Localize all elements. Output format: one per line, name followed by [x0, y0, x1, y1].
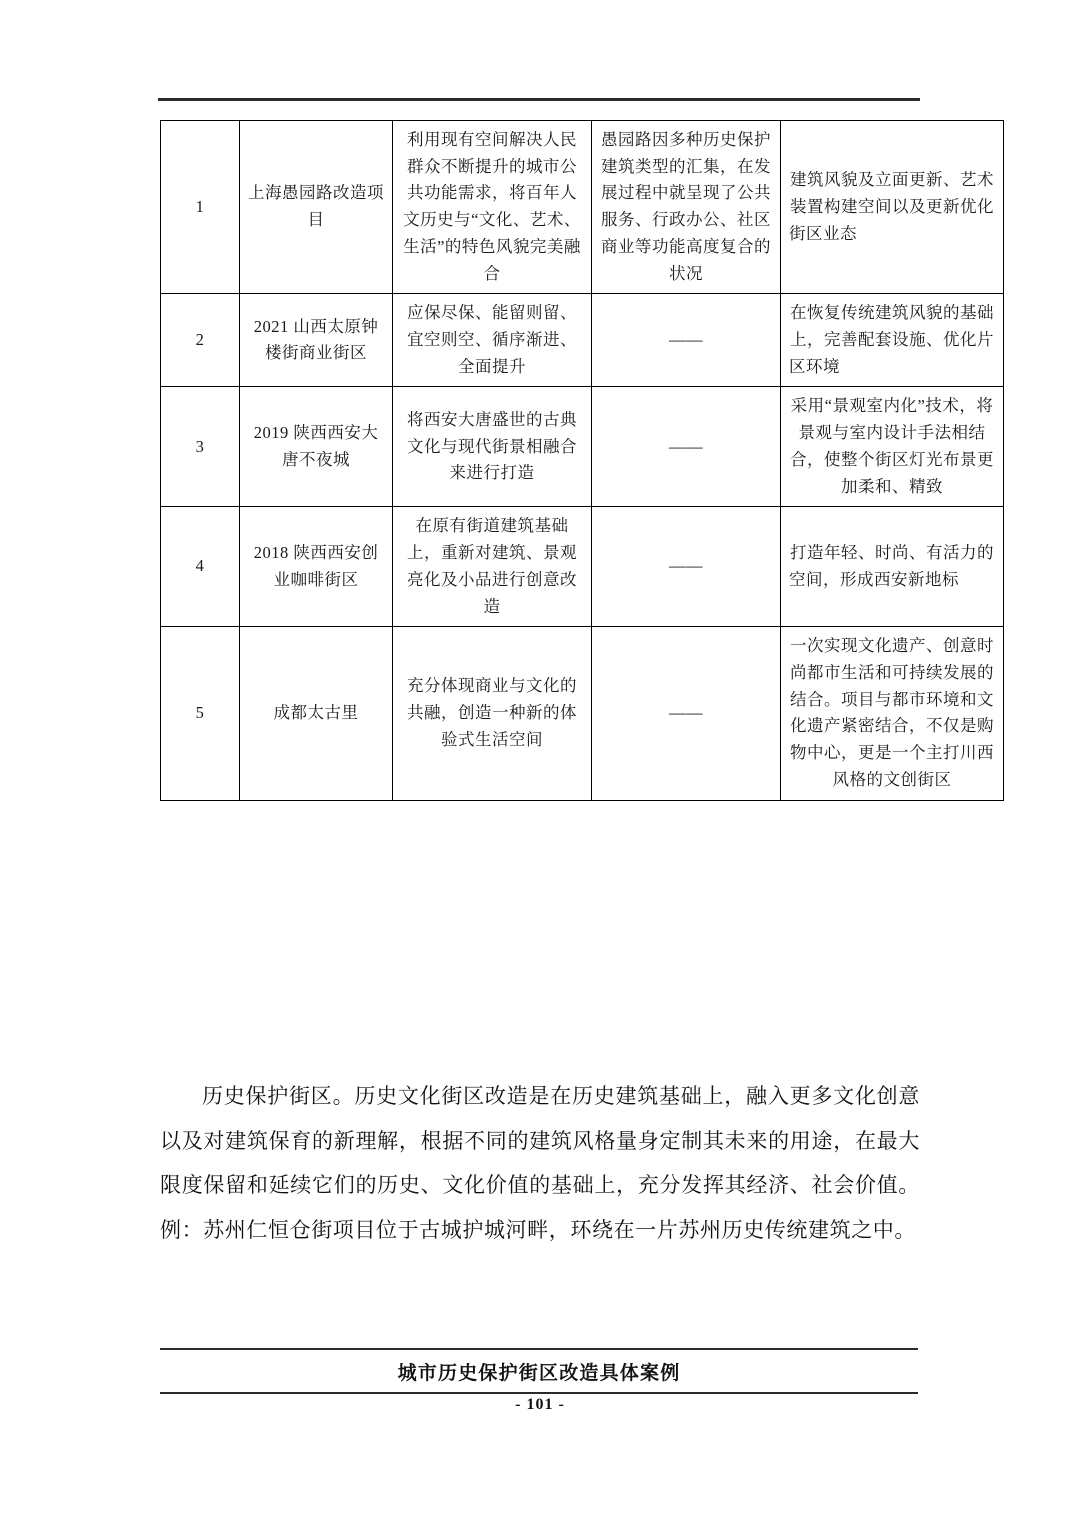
row-index: 5: [161, 627, 240, 800]
table-row: [161, 294, 1004, 387]
body-paragraph: 历史保护街区。历史文化街区改造是在历史建筑基础上，融入更多文化创意以及对建筑保育的新理解，根据不同的建筑风格量身定制其未来的用途，在最大限度保留和延续它们的历史、文化价值的基础上，充分发挥其经济、社会价值。例：苏州仁恒仓街项目位于古城护城河畔，环绕在一片苏州历史传统建筑之中。: [160, 1084, 920, 1242]
project-background: ——: [592, 627, 781, 800]
table-caption: [160, 1348, 918, 1394]
project-desc: 充分体现商业与文化的共融，创造一种新的体验式生活空间: [393, 627, 592, 800]
table-row: [161, 627, 1004, 800]
project-desc: 应保尽保、能留则留、宜空则空、循序渐进、全面提升: [393, 294, 592, 387]
project-name: 成都太古里: [240, 627, 393, 800]
row-index: 1: [161, 121, 240, 294]
project-background: 愚园路因多种历史保护建筑类型的汇集，在发展过程中就呈现了公共服务、行政办公、社区商业等功能高度复合的状况: [592, 121, 781, 294]
table-row: [161, 387, 1004, 507]
table-caption-text: 城市历史保护街区改造具体案例: [397, 1362, 681, 1384]
project-measures: 建筑风貌及立面更新、艺术装置构建空间以及更新优化街区业态: [781, 121, 1004, 294]
case-table: [160, 120, 1004, 801]
project-desc: 将西安大唐盛世的古典文化与现代街景相融合来进行打造: [393, 387, 592, 507]
row-index: 2: [161, 294, 240, 387]
table-row: [161, 507, 1004, 627]
project-name: 2021 山西太原钟楼街商业街区: [240, 294, 393, 387]
project-name: 2018 陕西西安创业咖啡街区: [240, 507, 393, 627]
project-measures: 打造年轻、时尚、有活力的空间，形成西安新地标: [781, 507, 1004, 627]
project-desc: 在原有街道建筑基础上，重新对建筑、景观亮化及小品进行创意改造: [393, 507, 592, 627]
project-name: 2019 陕西西安大唐不夜城: [240, 387, 393, 507]
project-background: ——: [592, 507, 781, 627]
project-background: ——: [592, 294, 781, 387]
table-row: [161, 121, 1004, 294]
row-index: 3: [161, 387, 240, 507]
page-number: - 101 -: [515, 1396, 565, 1413]
project-desc: 利用现有空间解决人民群众不断提升的城市公共功能需求，将百年人文历史与“文化、艺术、生活”的特色风貌完美融合: [393, 121, 592, 294]
project-measures: 在恢复传统建筑风貌的基础上，完善配套设施、优化片区环境: [781, 294, 1004, 387]
project-name: 上海愚园路改造项目: [240, 121, 393, 294]
header-rule: [158, 98, 920, 101]
row-index: 4: [161, 507, 240, 627]
project-measures: 采用“景观室内化”技术，将景观与室内设计手法相结合，使整个街区灯光布景更加柔和、精致: [781, 387, 1004, 507]
project-measures: 一次实现文化遗产、创意时尚都市生活和可持续发展的结合。项目与都市环境和文化遗产紧密结合，不仅是购物中心，更是一个主打川西风格的文创街区: [781, 627, 1004, 800]
project-background: ——: [592, 387, 781, 507]
